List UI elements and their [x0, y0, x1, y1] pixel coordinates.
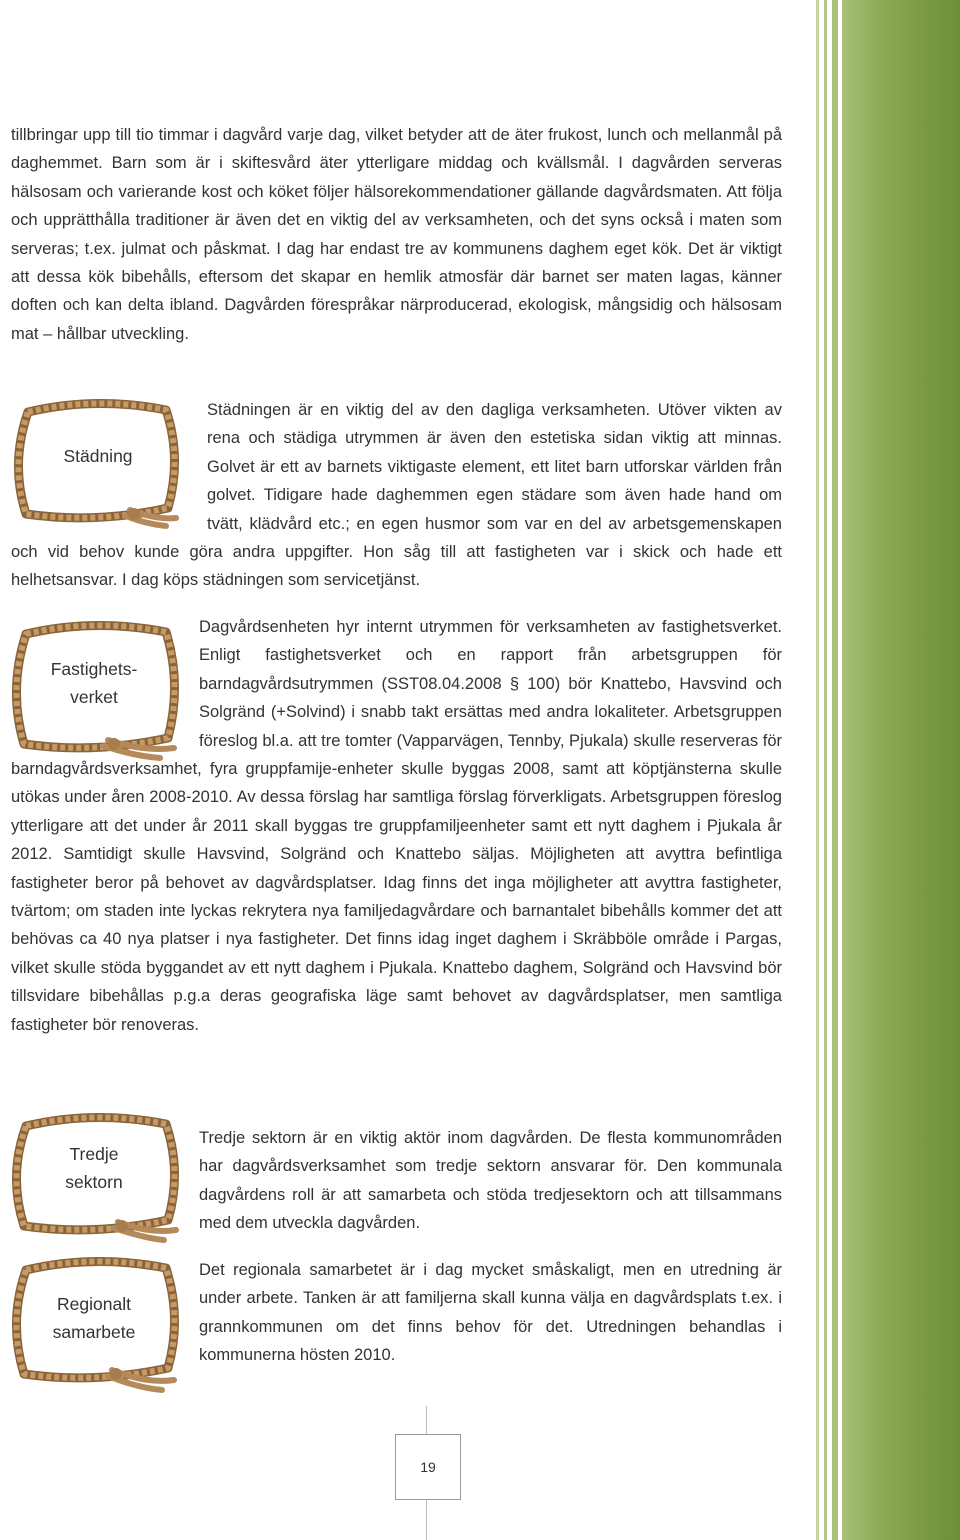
section-fastighetsverket-text-wrap [11, 613, 782, 1039]
section-fastighetsverket-text: Dagvårdsenheten hyr internt utrymmen för verksamheten av fastighetsverket. Enligt fastighetsverket och en rapport från arbetsgruppen för barndagvårdsutrymmen (SST08.04.2008 § 100) bör Knattebo, Havsvind och Solgränd (+Solvind) i snabb takt ersättas med andra lokaliteter. Arbetsgruppen föreslog bl.a. att tre tomter (Vapparvägen, Tennby, Pjukala) skulle reserveras för barndagvårdsverksamhet, fyra gruppfamije-enheter skulle byggas 2008, samt att köptjänsterna skulle utökas under åren 2008-2010. Av dessa förslag har samtliga förslag förverkligats. Arbetsgruppen föreslog ytterligare att det under år 2011 skall byggas tre gruppfamiljeenheter samt ett nytt daghem i Pjukala år 2012. Samtidigt skulle Havsvind, Solgränd och Knattebo säljas. Möjligheten att avyttra befintliga fastigheter beror på behovet av dagvårdsplatser. Idag finns det inga möjligheter att avyttra fastigheter, tvärtom; om staden inte lyckas rekrytera nya familjedagvårdare och barnantalet bibehålls kommer det att behövas ca 40 nya platser i nya fastigheter. Det finns idag inget daghem i Skräbböle område i Pargas, vilket skulle stöda byggandet av ett nytt daghem i Pjukala. Knattebo daghem, Solgränd och Havsvind bör tillsvidare bibehållas p.g.a deras geografiska läge samt behovet av dagvårdsplatser, men samtliga fastigheter bör renoveras. [11, 618, 782, 1034]
page-number-text: 19 [420, 1459, 436, 1475]
rope-label: Tredje sektorn [65, 1144, 123, 1192]
float-spacer [11, 613, 199, 755]
intro-paragraph: tillbringar upp till tio timmar i dagvård varje dag, vilket betyder att de äter frukost, lunch och mellanmål på daghemmet. Barn som är i skiftesvård äter ytterligare middag och kvällsmål. I dagvården serveras hälsosam och varierande kost och köket följer hälsorekommendationer gällande dagvårdsmaten. Att följa och upprätthålla traditioner är även det en viktig del av verksamheten, och det syns också i maten som serveras; t.ex. julmat och påskmat. I dag har endast tre av kommunens daghem eget kök. Det är viktigt att dessa kök bibehålls, eftersom det skapar en hemlik atmosfär där barnet ser maten lagas, känner doften och kan delta ibland. Dagvården förespråkar närproducerad, ekologisk, mångsidig och hälsosam mat – hållbar utveckling. [11, 126, 782, 343]
decorative-side-stripes [810, 0, 960, 1540]
section-tredje-sektorn-text: Tredje sektorn är en viktig aktör inom dagvården. De flesta kommunområden har dagvårdsverksamhet som tredje sektorn ansvarar för. Den kommunala dagvårdens roll är att samarbeta och stöda tredjesektorn och att tillsammans med dem utveckla dagvården. [199, 1129, 782, 1233]
rope-label: Fastighets- verket [50, 659, 138, 707]
page-number [395, 1434, 461, 1500]
section-stadning-text-wrap [11, 396, 782, 595]
rope-label: Städning [63, 446, 133, 466]
section-regionalt-samarbete-text: Det regionala samarbetet är i dag mycket småskaligt, men en utredning är under arbete. Tanken är att familjerna skall kunna välja en dagvårdsplats t.ex. i grannkommunen om det finns behov för det. Utredningen behandlas i kommunerna hösten 2010. [199, 1261, 782, 1365]
page-number-line-bottom [426, 1500, 427, 1540]
section-stadning-text: Städningen är en viktig del av den dagliga verksamheten. Utöver vikten av rena och städiga utrymmen är även den estetiska sidan viktig att minnas. Golvet är ett av barnets viktigaste element, ett litet barn utforskar världen från golvet. Tidigare hade daghemmen egen städare som även hade hand om tvätt, klädvård etc.; en egen husmor som var en del av arbetsgemenskapen och vid behov kunde göra andra uppgifter. Hon såg till att fastigheten var i skick och hade ett helhetsansvar. I dag köps städningen som servicetjänst. [11, 401, 782, 590]
rope-label: Regionalt samarbete [52, 1294, 136, 1342]
page-number-line-top [426, 1406, 427, 1434]
float-spacer [11, 396, 207, 536]
